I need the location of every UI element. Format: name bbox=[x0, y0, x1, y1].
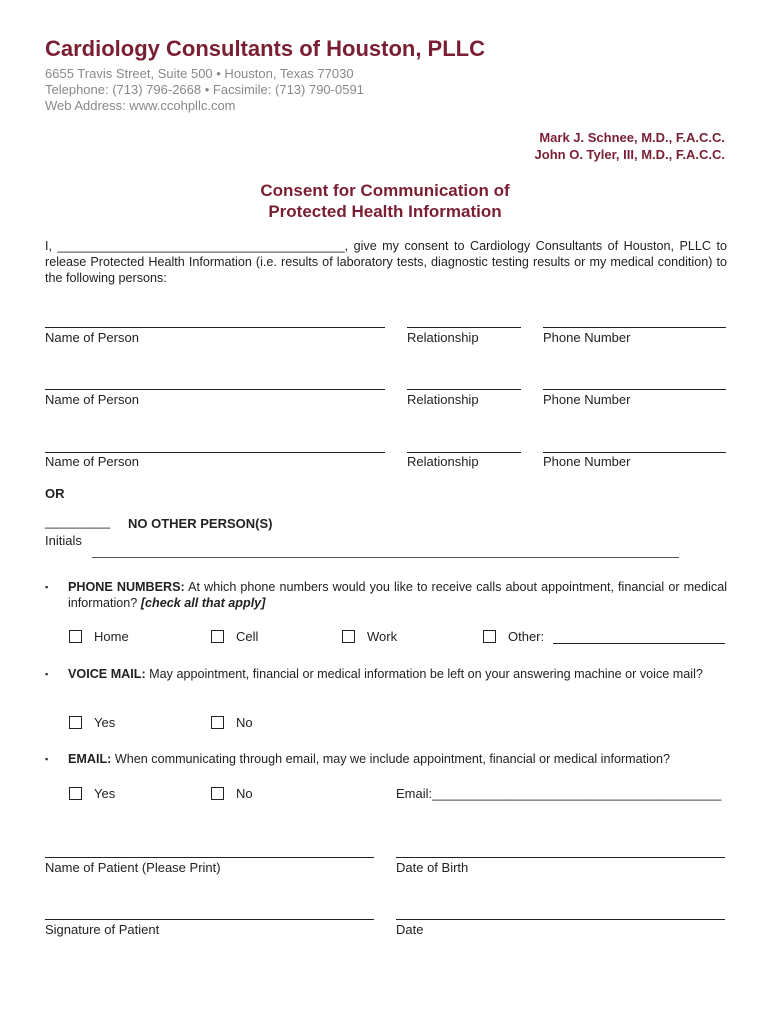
name-of-person-field[interactable] bbox=[45, 389, 385, 390]
phone-numbers-title: PHONE NUMBERS: bbox=[68, 580, 185, 594]
voicemail-no-label: No bbox=[236, 715, 253, 730]
work-checkbox[interactable] bbox=[342, 630, 355, 643]
voice-mail-question bbox=[68, 666, 727, 682]
signature-label: Signature of Patient bbox=[45, 922, 160, 937]
relationship-field[interactable] bbox=[407, 452, 521, 453]
email-question bbox=[68, 751, 727, 767]
check-all-note: [check all that apply] bbox=[140, 596, 266, 610]
form-heading: Consent for Communication of bbox=[260, 181, 510, 200]
date-of-birth-label: Date of Birth bbox=[396, 860, 469, 875]
consent-statement: I, _________________________________________, give my consent to Cardiology Consultants of Houston, PLLC to release Protected Health Information (i.e. results of laboratory tests, diagnostic testing results or my medical condition) to the following persons: bbox=[45, 239, 727, 285]
phone-number-label: Phone Number bbox=[543, 454, 631, 469]
phone-number-label: Phone Number bbox=[543, 392, 631, 407]
other-phone-field[interactable] bbox=[553, 643, 725, 644]
voicemail-yes-checkbox[interactable] bbox=[69, 716, 82, 729]
practice-title: Cardiology Consultants of Houston, PLLC bbox=[45, 36, 485, 61]
home-option-label: Home bbox=[94, 629, 129, 644]
cell-checkbox[interactable] bbox=[211, 630, 224, 643]
email-text: When communicating through email, may we include appointment, financial or medical information? bbox=[111, 752, 670, 766]
phone-numbers-text: At which phone numbers would you like to receive calls about appointment, financial or medical information? bbox=[68, 580, 728, 610]
other-checkbox[interactable] bbox=[483, 630, 496, 643]
cell-option-label: Cell bbox=[236, 629, 259, 644]
date-label: Date bbox=[396, 922, 424, 937]
or-label: OR bbox=[45, 486, 65, 501]
relationship-field[interactable] bbox=[407, 327, 521, 328]
name-of-person-label: Name of Person bbox=[45, 330, 139, 345]
work-option-label: Work bbox=[367, 629, 398, 644]
email-yes-label: Yes bbox=[94, 786, 116, 801]
doctor-name: John O. Tyler, III, M.D., F.A.C.C. bbox=[534, 147, 725, 162]
date-field[interactable] bbox=[396, 919, 725, 920]
phone-numbers-question bbox=[68, 579, 727, 611]
phone-number-field[interactable] bbox=[543, 389, 726, 390]
voicemail-yes-label: Yes bbox=[94, 715, 116, 730]
email-title: EMAIL: bbox=[68, 752, 112, 766]
name-of-person-label: Name of Person bbox=[45, 454, 139, 469]
relationship-label: Relationship bbox=[407, 330, 479, 345]
voicemail-no-checkbox[interactable] bbox=[211, 716, 224, 729]
bullet-icon: ▪ bbox=[45, 754, 49, 764]
practice-phone: Telephone: (713) 796-2668 • Facsimile: (713) 790-0591 bbox=[45, 82, 364, 97]
no-other-persons-label: NO OTHER PERSON(S) bbox=[128, 516, 273, 531]
relationship-label: Relationship bbox=[407, 392, 479, 407]
email-no-label: No bbox=[236, 786, 253, 801]
name-of-person-label: Name of Person bbox=[45, 392, 139, 407]
initials-label: Initials bbox=[45, 533, 82, 548]
email-yes-checkbox[interactable] bbox=[69, 787, 82, 800]
signature-field[interactable] bbox=[45, 919, 374, 920]
voice-mail-title: VOICE MAIL: bbox=[68, 667, 146, 681]
phone-number-field[interactable] bbox=[543, 452, 726, 453]
date-of-birth-field[interactable] bbox=[396, 857, 725, 858]
doctor-name: Mark J. Schnee, M.D., F.A.C.C. bbox=[539, 130, 725, 145]
email-address-field[interactable]: Email:________________________________________ bbox=[396, 786, 722, 801]
patient-name-label: Name of Patient (Please Print) bbox=[45, 860, 221, 875]
other-option-label: Other: bbox=[508, 629, 545, 644]
patient-name-field[interactable] bbox=[45, 857, 374, 858]
phone-number-field[interactable] bbox=[543, 327, 726, 328]
voice-mail-text: May appointment, financial or medical information be left on your answering machine or voice mail? bbox=[145, 667, 703, 681]
bullet-icon: ▪ bbox=[45, 669, 49, 679]
initials-field[interactable]: _________ bbox=[45, 514, 111, 529]
form-heading: Protected Health Information bbox=[268, 202, 502, 221]
practice-website: Web Address: www.ccohpllc.com bbox=[45, 98, 236, 113]
bullet-icon: ▪ bbox=[45, 582, 49, 592]
name-of-person-field[interactable] bbox=[45, 452, 385, 453]
practice-address: 6655 Travis Street, Suite 500 • Houston, Texas 77030 bbox=[45, 66, 354, 81]
relationship-field[interactable] bbox=[407, 389, 521, 390]
name-of-person-field[interactable] bbox=[45, 327, 385, 328]
email-no-checkbox[interactable] bbox=[211, 787, 224, 800]
section-divider bbox=[92, 557, 679, 558]
home-checkbox[interactable] bbox=[69, 630, 82, 643]
phone-number-label: Phone Number bbox=[543, 330, 631, 345]
relationship-label: Relationship bbox=[407, 454, 479, 469]
